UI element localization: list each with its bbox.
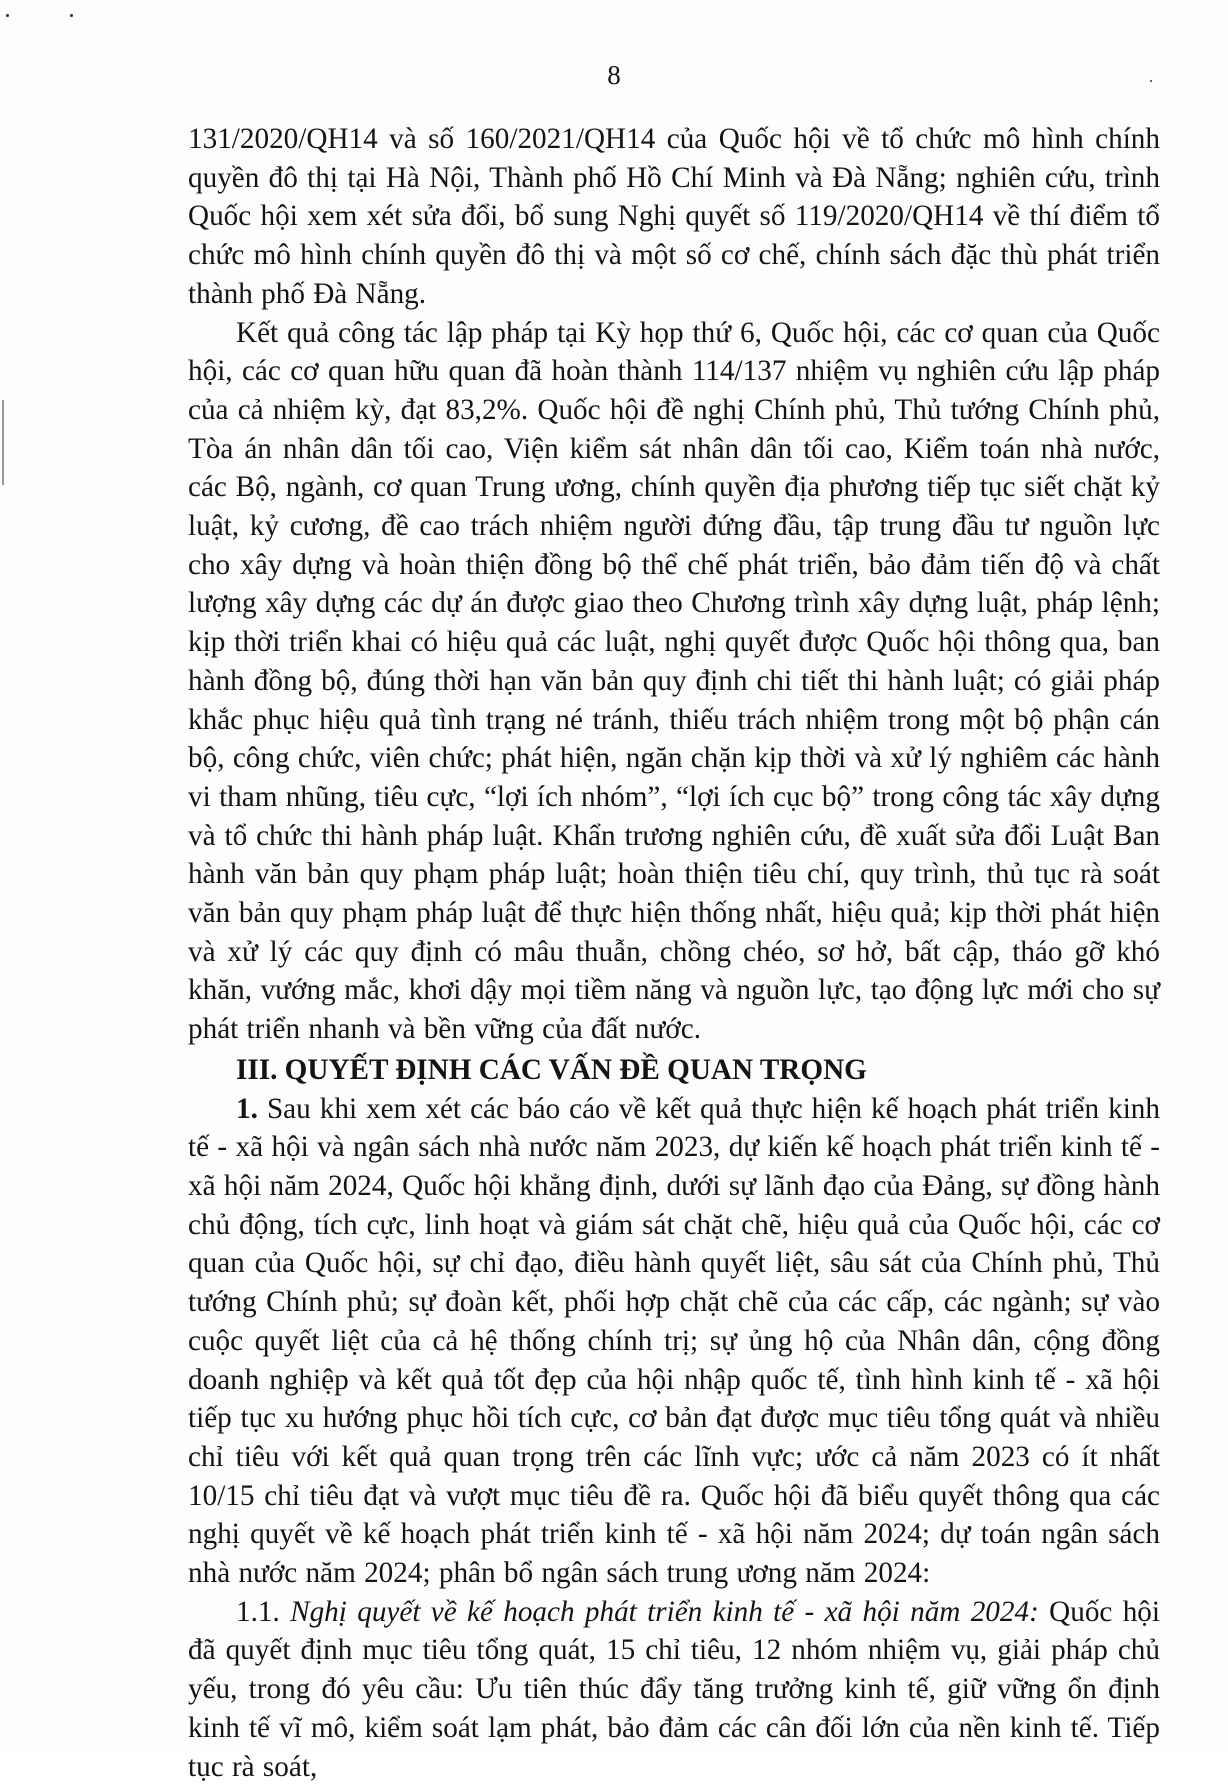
item-text: Sau khi xem xét các báo cáo về kết quả thực hiện kế hoạch phát triển kinh tế - xã hội và ngân sách nhà nước năm 2023, dự kiến kế hoạch phát triển kinh tế - xã hội năm 2024, Quốc hội khẳng định, dưới sự lãnh đạo của Đảng, sự đồng hành chủ động, tích cực, linh hoạt và giám sát chặt chẽ, hiệu quả của Quốc hội, các cơ quan của Quốc hội, sự chỉ đạo, điều hành quyết liệt, sâu sát của Chính phủ, Thủ tướng Chính phủ; sự đoàn kết, phối hợp chặt chẽ của các cấp, các ngành; sự vào cuộc quyết liệt của cả hệ thống chính trị; sự ủng hộ của Nhân dân, cộng đồng doanh nghiệp và kết quả tốt đẹp của hội nhập quốc tế, tình hình kinh tế - xã hội tiếp tục xu hướng phục hồi tích cực, cơ bản đạt được mục tiêu tổng quát và nhiều chỉ tiêu với kết quả quan trọng trên các lĩnh vực; ước cả năm 2023 có ít nhất 10/15 chỉ tiêu đạt và vượt mục tiêu đề ra. Quốc hội đã biểu quyết thông qua các nghị quyết về kế hoạch phát triển kinh tế - xã hội năm 2024; dự toán ngân sách nhà nước năm 2024; phân bổ ngân sách trung ương năm 2024: — [188, 1092, 1160, 1590]
subitem-text: Quốc hội đã quyết định mục tiêu tổng quát, 15 chỉ tiêu, 12 nhóm nhiệm vụ, giải pháp chủ yếu, trong đó yêu cầu: Ưu tiên thúc đẩy tăng trưởng kinh tế, giữ vững ổn định kinh tế vĩ mô, kiểm soát lạm phát, bảo đảm các cân đối lớn của nền kinh tế. Tiếp tục rà soát, — [188, 1595, 1161, 1783]
paragraph-legislative-results: Kết quả công tác lập pháp tại Kỳ họp thứ 6, Quốc hội, các cơ quan của Quốc hội, các cơ quan hữu quan đã hoàn thành 114/137 nhiệm vụ nghiên cứu lập pháp của cả nhiệm kỳ, đạt 83,2%. Quốc hội đề nghị Chính phủ, Thủ tướng Chính phủ, Tòa án nhân dân tối cao, Viện kiểm sát nhân dân tối cao, Kiểm toán nhà nước, các Bộ, ngành, cơ quan Trung ương, chính quyền địa phương tiếp tục siết chặt kỷ luật, kỷ cương, đề cao trách nhiệm người đứng đầu, tập trung đầu tư nguồn lực cho xây dựng và hoàn thiện đồng bộ thể chế phát triển, bảo đảm tiến độ và chất lượng xây dựng các dự án được giao theo Chương trình xây dựng luật, pháp lệnh; kịp thời triển khai có hiệu quả các luật, nghị quyết được Quốc hội thông qua, ban hành đồng bộ, đúng thời hạn văn bản quy định chi tiết thi hành luật; có giải pháp khắc phục hiệu quả tình trạng né tránh, thiếu trách nhiệm trong một bộ phận cán bộ, công chức, viên chức; phát hiện, ngăn chặn kịp thời và xử lý nghiêm các hành vi tham nhũng, tiêu cực, “lợi ích nhóm”, “lợi ích cục bộ” trong công tác xây dựng và tổ chức thi hành pháp luật. Khẩn trương nghiên cứu, đề xuất sửa đổi Luật Ban hành văn bản quy phạm pháp luật; hoàn thiện tiêu chí, quy trình, thủ tục rà soát văn bản quy phạm pháp luật để thực hiện thống nhất, hiệu quả; kịp thời phát hiện và xử lý các quy định có mâu thuẫn, chồng chéo, sơ hở, bất cập, tháo gỡ khó khăn, vướng mắc, khơi dậy mọi tiềm năng và nguồn lực, tạo động lực mới cho sự phát triển nhanh và bền vững của đất nước. — [188, 316, 1160, 1046]
subitem-number: 1.1. — [236, 1595, 280, 1628]
paragraph-item-1-1 — [188, 1593, 1160, 1786]
scan-speck — [70, 14, 73, 17]
scan-edge-line — [2, 400, 4, 485]
paragraph-item-1 — [188, 1090, 1160, 1593]
document-body — [188, 120, 1160, 1786]
subitem-italic-title: Nghị quyết về kế hoạch phát triển kinh tế - xã hội năm 2024: — [290, 1595, 1039, 1628]
paragraph-continued: 131/2020/QH14 và số 160/2021/QH14 của Quốc hội về tổ chức mô hình chính quyền đô thị tại Hà Nội, Thành phố Hồ Chí Minh và Đà Nẵng; nghiên cứu, trình Quốc hội xem xét sửa đổi, bổ sung Nghị quyết số 119/2020/QH14 về thí điểm tổ chức mô hình chính quyền đô thị và một số cơ chế, chính sách đặc thù phát triển thành phố Đà Nẵng. — [188, 123, 1160, 310]
page-number: 8 — [607, 60, 621, 90]
scan-speck — [6, 14, 9, 17]
item-number: 1. — [236, 1092, 258, 1125]
section-heading: III. QUYẾT ĐỊNH CÁC VẤN ĐỀ QUAN TRỌNG — [236, 1053, 867, 1086]
